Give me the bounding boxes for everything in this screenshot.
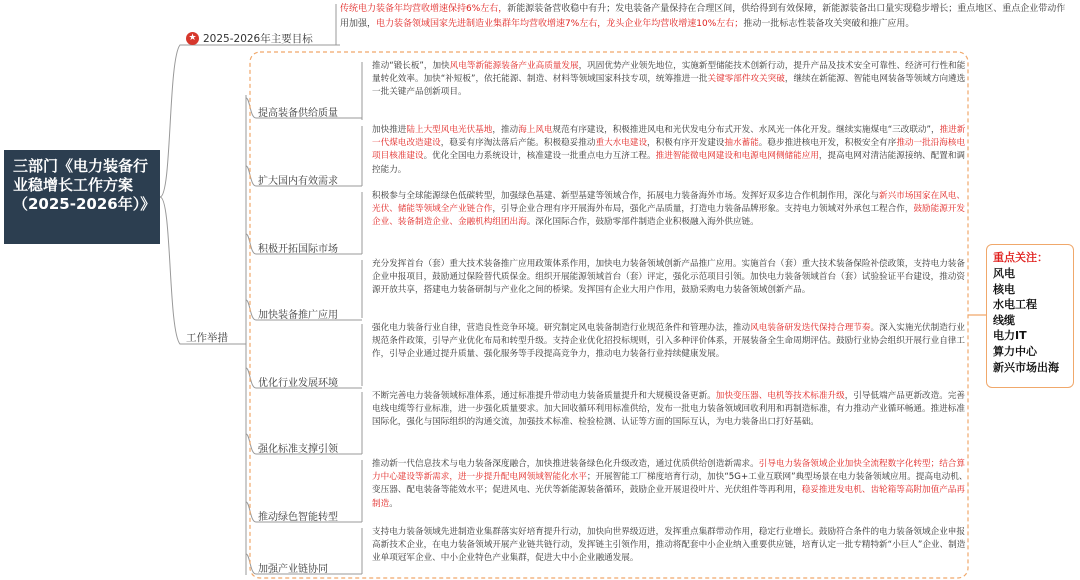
work-item-label: 提高装备供给质量	[258, 108, 338, 119]
work-item-segment: ，引导低端产品更新改造。完善电线电缆等行业标准，进一步强化质量要求。加大回收循环利用标准供给，发布一批电力装备领域回收利用和再制造标准，有力推动产业循环畅通。推进标准国际化，强化与国际组织的沟通交流，加强技术标准、检验检测、认证等方面的国际互认，为电力装备出口打好基础。	[372, 391, 966, 428]
work-item-label: 强化标准支撑引领	[258, 444, 338, 455]
work-item-segment: 。优化全国电力系统设计，核准建设一批重点电力互济工程。	[423, 151, 656, 162]
work-item-segment: ，巩固优势产业领先地位，实施新型储能技术创新行动，提升产品及技术安全可靠性、经济可行性和能量转化效率。	[372, 61, 966, 85]
row-bracket	[352, 126, 362, 186]
focus-box	[986, 244, 1074, 388]
work-item-segment: 推动一批沿海核电项目核准建设	[372, 138, 966, 162]
work-item-segment: 充分发挥首台（套）重大技术装备推广应用政策体系作用，加快电力装备领域创新产品推广应用。实施首台（套）重大技术装备保险补偿政策，支持电力装备企业申报项目，鼓励通过保险替代质保金。组织开展能源领域首台（套）评定，强化示范项目引领。加快电力装备领域首台（套）试验验证平台建设，推动资源开放共享，搭建电力装备研制与产业化之间的桥梁。发挥国有企业大用户作用，鼓励采购电力装备领域创新产品。	[372, 259, 965, 296]
row-bracket	[352, 460, 362, 522]
work-item-segment: 陆上大型风电光伏基地	[406, 125, 493, 135]
work-item-text	[372, 258, 968, 298]
goal-label: 2025-2026年主要目标	[203, 33, 313, 45]
goal-segment: 电力装备领域国家先进制造业集群年均营收增速7%左右，龙头企业年均营收增速10%左右；	[376, 18, 744, 29]
work-item-text	[372, 124, 968, 177]
work-item-segment: 规范有序建设，积极推进风电和光伏发电分布式开发、水风光一体化开发。继续实施煤电“三改联动”，	[552, 125, 940, 135]
work-item-segment: 不断完善电力装备领域标准体系，通过标准提升带动电力装备质量提升和大规模设备更新。	[372, 391, 716, 401]
work-item-segment: 推进智能微电网建设和电源电网侧储能应用	[655, 151, 819, 162]
row-bracket	[352, 324, 362, 388]
work-item-text	[372, 190, 968, 230]
work-item-text	[372, 322, 968, 362]
goal-segment: 新能源装备营收稳中有升；发电装备产量保持在合理区间，供给得到有效保障，新能源装备出口量实现稳步增长；重点地区、重点企业带动作用加强，	[340, 4, 1066, 29]
work-item-segment: 海上风电	[518, 125, 553, 135]
work-item-label: 积极开拓国际市场	[258, 244, 338, 255]
work-item-label: 加快装备推广应用	[258, 310, 338, 321]
work-item-label: 推动绿色智能转型	[258, 512, 338, 523]
focus-item: 算力中心	[993, 344, 1037, 358]
work-item-segment: 新兴市场国家在风电、光伏、储能等领域全产业链合作	[372, 191, 965, 215]
root-title: 三部门《电力装备行业稳增长工作方案（2025-2026年）》	[4, 150, 160, 244]
work-item-segment: 支持电力装备领域先进制造业集群落实好培育提升行动，加快向世界级迈进，发挥重点集群带动作用，稳定行业增长。鼓励符合条件的电力装备领域企业申报高新技术企业，在电力装备领域开展产业链共链行动，发挥链主引领作用，推动将配套中小企业纳入重要供应链，培育认定一批专精特新“小巨人”企业、制造业单项冠军企业、中小企业特色产业集群，促进大中小企业融通发展。	[372, 527, 966, 564]
goal-segment: 传统电力装备年均营收增速保持6%左右，	[340, 4, 508, 14]
work-item-segment: 。深化国际合作，鼓励零部件制造企业积极融入海外供应链。	[526, 217, 759, 228]
work-item-segment: ；开展智能工厂梯度培育行动，加快“5G+工业互联网”典型场景在电力装备领域应用。提高电动机、变压器、配电装备等能效水平；促进风电、光伏等新能源装备循环，鼓励企业开展退役叶片、光伏组件等再利用，	[372, 472, 968, 496]
work-item-segment: 鼓励能源开发企业、装备制造企业、金融机构组团出海	[372, 204, 966, 228]
work-item-segment: 。深入实施光伏制造行业规范条件政策，引导产业优化布局和转型升级。支持企业优化招投标规则，引入多种评价体系，开展装备全生命周期评估。鼓励行业协会组织开展行业自律工作，引导企业通过提升质量、强化服务等手段提高竞争力，推动电力装备行业持续健康发展。	[372, 323, 966, 360]
focus-item: 风电	[993, 267, 1015, 280]
row-bracket	[352, 260, 362, 320]
work-item-segment: 积极参与全球能源绿色低碳转型，加强绿色基建、新型基建等领域合作，拓展电力装备海外市场。发挥好双多边合作机制作用，深化与	[372, 191, 880, 201]
work-item-segment: 风电装备研发迭代保持合理节奏	[750, 323, 871, 333]
work-item-label: 加强产业链协同	[258, 564, 328, 575]
focus-title: 重点关注：	[993, 251, 1048, 264]
work-item-segment: 加快变压器、电机等技术标准升级	[715, 391, 845, 401]
work-item-segment: 重大水电建设	[595, 138, 648, 149]
work-item-segment: ，继续在新能源、智能电网装备等领域方向遴选一批关键产品创新项目。	[372, 74, 966, 98]
focus-item: 线缆	[993, 313, 1015, 327]
focus-item: 电力IT	[993, 329, 1027, 343]
goal-text	[340, 2, 1068, 31]
row-bracket	[352, 392, 362, 454]
work-item-label: 优化行业发展环境	[258, 378, 338, 389]
goal-node	[186, 31, 313, 46]
work-item-segment: 加快推进	[372, 125, 407, 135]
row-bracket	[352, 192, 362, 254]
work-item-segment: ，提高电网对清洁能源接纳、配置和调控能力。	[372, 151, 966, 175]
work-item-segment: 关键零部件攻关突破	[707, 74, 785, 85]
work-item-segment: 。	[389, 498, 398, 509]
work-item-segment: ，推动	[492, 125, 519, 135]
work-item-label: 扩大国内有效需求	[258, 176, 338, 187]
work-item-segment: ，稳妥有序淘汰落后产能。积极稳妥推动	[440, 138, 596, 149]
work-item-segment: 推动新一代信息技术与电力装备深度融合，加快推进装备绿色化升级改造，通过优质供给创造新需求。	[372, 459, 759, 469]
work-label: 工作举措	[186, 332, 228, 344]
star-icon: ★	[186, 32, 199, 45]
focus-item: 核电	[993, 282, 1015, 296]
work-item-segment: 推动“锻长板”，加快	[372, 61, 450, 71]
row-bracket	[352, 528, 362, 574]
work-item-segment: 引导电力装备领域企业加快全流程数字化转型；结合算力中心建设等新需求，进一步提升配电网领域智能化水平	[372, 459, 965, 483]
work-item-segment: 抽水蓄能	[724, 138, 759, 149]
work-item-segment: 风电等新能源装备产业高质量发展	[449, 61, 579, 71]
work-item-segment: 稳妥推进发电机、齿轮箱等高附加值产品再制造	[372, 485, 965, 509]
focus-item: 新兴市场出海	[993, 360, 1059, 374]
work-item-text	[372, 60, 968, 100]
goal-segment: 推动一批标志性装备攻关突破和推广应用。	[743, 18, 915, 29]
work-item-segment: ，积极有序开发建设	[647, 138, 725, 149]
focus-items	[993, 266, 1067, 375]
work-item-segment: 推进新一代煤电改造建设	[372, 125, 966, 149]
focus-item: 水电工程	[993, 298, 1037, 312]
work-item-segment: 强化电力装备行业自律，营造良性竞争环境。研究制定风电装备制造行业规范条件和管理办法，推动	[372, 323, 751, 333]
work-item-segment: ，引导企业合理有序开展海外布局，强化产品质量，打造电力装备品牌形象。支持电力领域对外承包工程合作，	[492, 204, 914, 215]
row-bracket	[352, 62, 362, 120]
work-item-segment: 加快“补短板”，依托能源、制造、材料等领域国家科技专项，统筹推进一批	[423, 74, 708, 85]
work-item-text	[372, 458, 968, 511]
work-item-segment: 。稳步推进核电开发，积极安全有序	[758, 138, 897, 149]
work-item-text	[372, 526, 968, 566]
work-item-text	[372, 390, 968, 430]
